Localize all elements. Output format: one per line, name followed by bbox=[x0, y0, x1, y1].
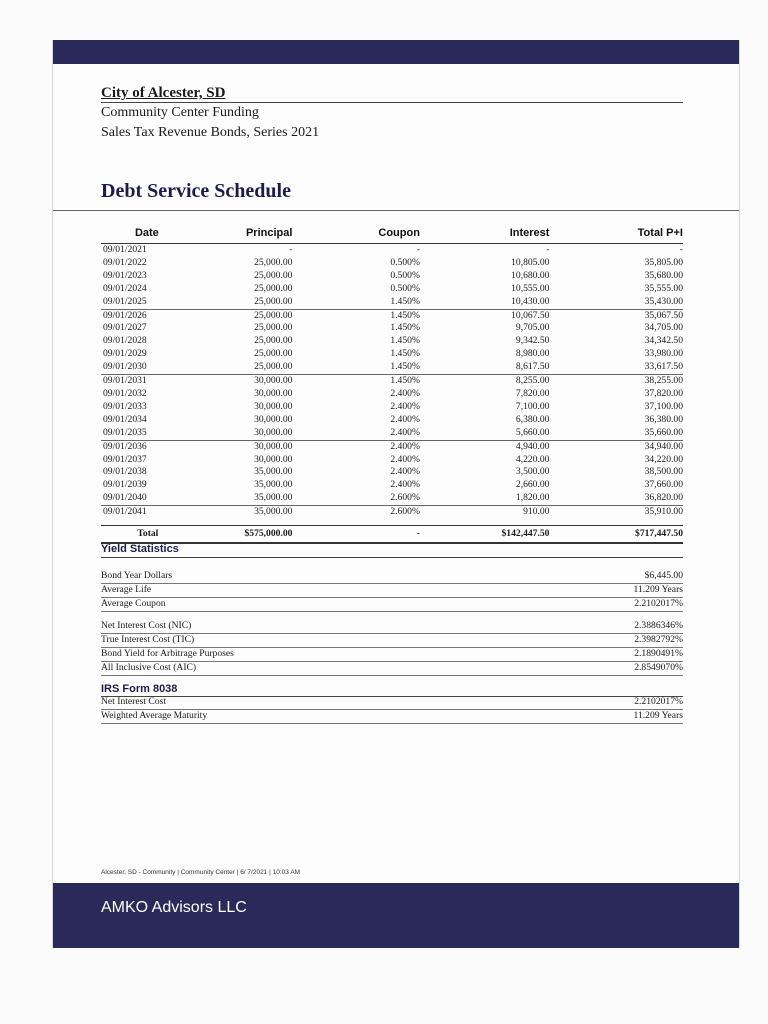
cell-interest: 7,820.00 bbox=[515, 387, 550, 399]
cell-interest: 4,220.00 bbox=[515, 453, 550, 465]
cell-principal: 35,000.00 bbox=[254, 466, 293, 478]
firm-name: AMKO Advisors LLC bbox=[101, 899, 247, 916]
table-row bbox=[101, 361, 683, 374]
col-header-principal: Principal bbox=[193, 226, 293, 244]
cell-principal: 25,000.00 bbox=[254, 335, 293, 347]
cell-date: 09/01/2032 bbox=[103, 387, 147, 399]
cell-interest: 6,380.00 bbox=[515, 413, 550, 425]
cell-date: 09/01/2025 bbox=[101, 296, 193, 309]
table-row bbox=[101, 309, 683, 322]
cell-date: 09/01/2026 bbox=[103, 309, 147, 321]
cell-coupon: 2.400% bbox=[390, 453, 420, 465]
table-row bbox=[101, 270, 683, 283]
table-row bbox=[101, 283, 683, 296]
cell-principal: 35,000.00 bbox=[193, 492, 293, 505]
cell-interest: 9,342.50 bbox=[515, 335, 550, 347]
cell-date: 09/01/2039 bbox=[103, 479, 147, 491]
cell-principal: 35,000.00 bbox=[254, 479, 293, 491]
cell-date: 09/01/2024 bbox=[103, 282, 147, 294]
cell-interest: 1,820.00 bbox=[420, 492, 550, 505]
cell-total: 37,660.00 bbox=[644, 479, 683, 491]
cell-date: 09/01/2040 bbox=[101, 492, 193, 505]
stat-value: 2.1890491% bbox=[634, 647, 683, 659]
cell-principal: 30,000.00 bbox=[254, 387, 293, 399]
table-row bbox=[101, 401, 683, 414]
table-row bbox=[101, 348, 683, 361]
cell-total: 35,430.00 bbox=[549, 296, 683, 309]
stat-row bbox=[101, 620, 683, 634]
cell-coupon: 2.400% bbox=[390, 387, 420, 399]
cell-total: 34,342.50 bbox=[644, 335, 683, 347]
cell-interest: - bbox=[546, 244, 550, 255]
cell-coupon: 1.450% bbox=[390, 348, 420, 360]
col-header-coupon: Coupon bbox=[292, 226, 420, 244]
cell-date: 09/01/2029 bbox=[103, 348, 147, 360]
table-row bbox=[101, 427, 683, 440]
cell-principal: 25,000.00 bbox=[254, 256, 293, 268]
cell-interest: 8,255.00 bbox=[515, 375, 550, 387]
cell-total: 34,220.00 bbox=[644, 453, 683, 465]
total-label: Total bbox=[101, 526, 193, 544]
stat-row bbox=[101, 598, 683, 612]
cell-interest: 2,660.00 bbox=[515, 479, 550, 491]
cell-interest: 10,555.00 bbox=[511, 282, 550, 294]
table-row bbox=[101, 244, 683, 257]
project-name: Community Center Funding bbox=[101, 105, 259, 120]
stat-value: $6,445.00 bbox=[644, 570, 683, 581]
header-block bbox=[101, 84, 683, 143]
cell-date: 09/01/2037 bbox=[103, 453, 147, 465]
cell-interest: 10,067.50 bbox=[511, 309, 550, 321]
yield-statistics-rule bbox=[101, 557, 683, 558]
cell-total: 35,680.00 bbox=[644, 269, 683, 281]
cell-interest: 8,617.50 bbox=[420, 361, 550, 374]
debt-service-table bbox=[101, 226, 683, 544]
stat-row bbox=[101, 584, 683, 598]
cell-date: 09/01/2041 bbox=[103, 506, 147, 518]
stat-value: 11.209 Years bbox=[633, 583, 683, 595]
yield-statistics-title: Yield Statistics bbox=[101, 543, 179, 555]
cell-date: 09/01/2033 bbox=[103, 400, 147, 412]
cell-date: 09/01/2028 bbox=[103, 335, 147, 347]
cell-total: 35,805.00 bbox=[644, 256, 683, 268]
stat-value: 11.209 Years bbox=[633, 709, 683, 721]
cell-principal: 25,000.00 bbox=[254, 282, 293, 294]
cell-principal: 25,000.00 bbox=[193, 361, 293, 374]
stat-row bbox=[101, 662, 683, 676]
irs-form-rows bbox=[101, 696, 683, 724]
total-interest: $142,447.50 bbox=[420, 526, 550, 544]
cell-total: 35,910.00 bbox=[644, 506, 683, 518]
bottom-banner bbox=[53, 883, 739, 948]
table-row bbox=[101, 440, 683, 453]
cell-principal: 25,000.00 bbox=[254, 269, 293, 281]
table-row bbox=[101, 322, 683, 335]
yield-stats-group-2 bbox=[101, 620, 683, 676]
bond-series: Sales Tax Revenue Bonds, Series 2021 bbox=[101, 125, 320, 140]
cell-total: 36,380.00 bbox=[644, 413, 683, 425]
title-rule bbox=[53, 210, 739, 211]
table-row bbox=[101, 296, 683, 309]
cell-principal: 30,000.00 bbox=[254, 440, 293, 452]
yield-stats-group-1 bbox=[101, 570, 683, 612]
cell-total: 37,100.00 bbox=[644, 400, 683, 412]
cell-interest: 10,805.00 bbox=[511, 256, 550, 268]
table-row bbox=[101, 466, 683, 479]
table-header-row bbox=[101, 226, 683, 244]
cell-principal: 25,000.00 bbox=[254, 322, 293, 334]
cell-coupon: 2.400% bbox=[390, 479, 420, 491]
stat-row bbox=[101, 696, 683, 710]
col-header-interest: Interest bbox=[420, 226, 550, 244]
cell-total: 36,820.00 bbox=[549, 492, 683, 505]
cell-principal: - bbox=[289, 244, 293, 255]
cell-interest: 910.00 bbox=[523, 506, 550, 518]
stat-label: Bond Year Dollars bbox=[101, 570, 173, 581]
stat-label: Net Interest Cost bbox=[101, 696, 167, 707]
cell-interest: 4,940.00 bbox=[515, 440, 550, 452]
cell-principal: 25,000.00 bbox=[254, 309, 293, 321]
cell-coupon: 1.450% bbox=[390, 309, 420, 321]
stat-value: 2.2102017% bbox=[634, 696, 683, 707]
stat-row bbox=[101, 710, 683, 724]
cell-interest: 10,430.00 bbox=[420, 296, 550, 309]
cell-total: 35,067.50 bbox=[644, 309, 683, 321]
table-row bbox=[101, 479, 683, 492]
table-row bbox=[101, 506, 683, 519]
table-row bbox=[101, 335, 683, 348]
stat-value: 2.3886346% bbox=[634, 620, 683, 631]
col-header-total: Total P+I bbox=[549, 226, 683, 244]
cell-date: 09/01/2034 bbox=[103, 413, 147, 425]
cell-coupon: 1.450% bbox=[292, 361, 420, 374]
stat-row bbox=[101, 634, 683, 648]
stat-value: 2.2102017% bbox=[634, 597, 683, 609]
cell-total: 33,617.50 bbox=[549, 361, 683, 374]
table-row bbox=[101, 414, 683, 427]
cell-total: 35,660.00 bbox=[549, 427, 683, 440]
cell-date: 09/01/2022 bbox=[103, 256, 147, 268]
total-coupon: - bbox=[292, 526, 420, 544]
cell-coupon: 1.450% bbox=[390, 335, 420, 347]
table-row bbox=[101, 492, 683, 505]
cell-total: - bbox=[679, 244, 683, 255]
cell-coupon: 2.400% bbox=[390, 413, 420, 425]
stat-label: Net Interest Cost (NIC) bbox=[101, 620, 192, 631]
stat-label: Average Coupon bbox=[101, 597, 166, 609]
cell-coupon: - bbox=[416, 244, 420, 255]
stat-label: Weighted Average Maturity bbox=[101, 709, 208, 721]
table-body bbox=[101, 244, 683, 544]
col-header-date: Date bbox=[101, 226, 193, 244]
issuer-name: City of Alcester, SD bbox=[101, 85, 226, 101]
page-title: Debt Service Schedule bbox=[101, 180, 291, 202]
cell-coupon: 0.500% bbox=[390, 256, 420, 268]
footer-note: Alcester, SD - Community | Community Center | 6/ 7/2021 | 10:03 AM bbox=[101, 869, 301, 876]
irs-form-title: IRS Form 8038 bbox=[101, 683, 178, 695]
cell-principal: 30,000.00 bbox=[254, 413, 293, 425]
cell-coupon: 2.400% bbox=[390, 466, 420, 478]
stat-row bbox=[101, 570, 683, 584]
cell-date: 09/01/2038 bbox=[103, 466, 147, 478]
cell-principal: 25,000.00 bbox=[254, 348, 293, 360]
document-page bbox=[52, 40, 740, 948]
top-banner bbox=[53, 40, 739, 64]
stat-label: Average Life bbox=[101, 583, 152, 595]
cell-total: 33,980.00 bbox=[644, 348, 683, 360]
cell-date: 09/01/2023 bbox=[103, 269, 147, 281]
cell-principal: 30,000.00 bbox=[254, 453, 293, 465]
cell-date: 09/01/2031 bbox=[103, 375, 147, 387]
table-row bbox=[101, 375, 683, 388]
cell-coupon: 2.400% bbox=[292, 427, 420, 440]
cell-principal: 30,000.00 bbox=[254, 375, 293, 387]
cell-total: 38,255.00 bbox=[644, 375, 683, 387]
cell-date: 09/01/2027 bbox=[103, 322, 147, 334]
table-row bbox=[101, 257, 683, 270]
cell-total: 37,820.00 bbox=[644, 387, 683, 399]
cell-interest: 7,100.00 bbox=[515, 400, 550, 412]
table-row bbox=[101, 454, 683, 467]
cell-total: 34,940.00 bbox=[644, 440, 683, 452]
cell-date: 09/01/2035 bbox=[101, 427, 193, 440]
cell-principal: 30,000.00 bbox=[254, 400, 293, 412]
cell-date: 09/01/2030 bbox=[101, 361, 193, 374]
cell-principal: 30,000.00 bbox=[193, 427, 293, 440]
cell-coupon: 2.400% bbox=[390, 400, 420, 412]
stat-label: Bond Yield for Arbitrage Purposes bbox=[101, 647, 234, 659]
stat-label: True Interest Cost (TIC) bbox=[101, 633, 195, 645]
cell-date: 09/01/2036 bbox=[103, 440, 147, 452]
cell-coupon: 2.600% bbox=[292, 492, 420, 505]
cell-interest: 8,980.00 bbox=[515, 348, 550, 360]
cell-total: 34,705.00 bbox=[644, 322, 683, 334]
cell-total: 35,555.00 bbox=[644, 282, 683, 294]
cell-total: 38,500.00 bbox=[644, 466, 683, 478]
cell-coupon: 1.450% bbox=[390, 322, 420, 334]
cell-interest: 3,500.00 bbox=[515, 466, 550, 478]
stat-row bbox=[101, 648, 683, 662]
cell-coupon: 2.600% bbox=[390, 506, 420, 518]
cell-date: 09/01/2021 bbox=[103, 244, 147, 255]
cell-coupon: 2.400% bbox=[390, 440, 420, 452]
cell-coupon: 1.450% bbox=[292, 296, 420, 309]
cell-coupon: 0.500% bbox=[390, 282, 420, 294]
stat-value: 2.8549070% bbox=[634, 661, 683, 673]
cell-principal: 35,000.00 bbox=[254, 506, 293, 518]
cell-interest: 10,680.00 bbox=[511, 269, 550, 281]
table-row bbox=[101, 388, 683, 401]
total-row bbox=[101, 526, 683, 544]
stat-label: All Inclusive Cost (AIC) bbox=[101, 661, 197, 673]
cell-principal: 25,000.00 bbox=[193, 296, 293, 309]
total-principal: $575,000.00 bbox=[193, 526, 293, 544]
cell-interest: 9,705.00 bbox=[515, 322, 550, 334]
stat-value: 2.3982792% bbox=[634, 633, 683, 645]
total-total: $717,447.50 bbox=[549, 526, 683, 544]
cell-coupon: 0.500% bbox=[390, 269, 420, 281]
cell-coupon: 1.450% bbox=[390, 375, 420, 387]
cell-interest: 5,660.00 bbox=[420, 427, 550, 440]
